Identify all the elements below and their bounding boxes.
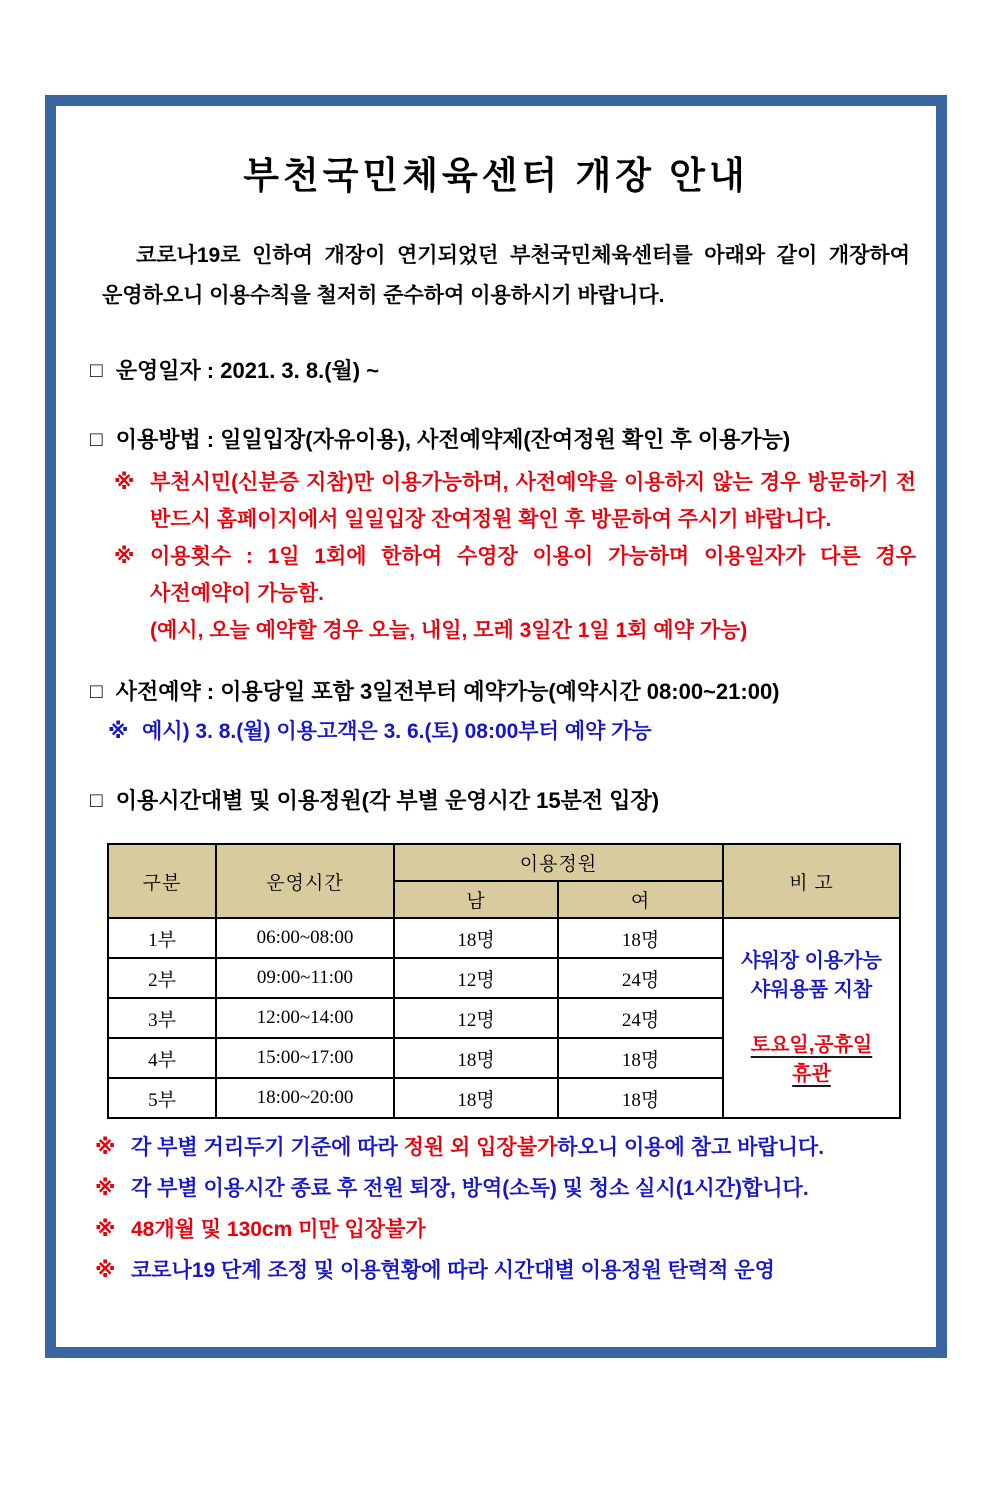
reference-mark-icon: ※	[95, 1259, 116, 1282]
notice-border-frame	[45, 95, 947, 1358]
remark-cell	[723, 918, 900, 1118]
header-capacity-group: 이용정원	[394, 844, 723, 881]
reference-mark-icon: ※	[114, 545, 135, 568]
cell-part: 1부	[108, 918, 216, 958]
header-part: 구분	[108, 844, 216, 918]
table-row	[108, 918, 900, 958]
bottom-note-4	[76, 1250, 916, 1291]
bottom-note-4-text: 코로나19 단계 조정 및 이용현황에 따라 시간대별 이용정원 탄력적 운영	[131, 1259, 775, 1282]
bottom-notes	[76, 1127, 916, 1291]
cell-part: 4부	[108, 1038, 216, 1078]
section-usage-method	[90, 425, 916, 456]
square-bullet-icon: □	[90, 680, 103, 703]
reference-mark-icon: ※	[114, 471, 135, 494]
cell-female: 24명	[558, 998, 723, 1038]
cell-time: 15:00~17:00	[216, 1038, 394, 1078]
bottom-note-1	[76, 1127, 916, 1168]
header-male: 남	[394, 881, 558, 918]
square-bullet-icon: □	[90, 359, 103, 382]
header-remark: 비 고	[723, 844, 900, 918]
cell-part: 2부	[108, 958, 216, 998]
cell-time: 18:00~20:00	[216, 1078, 394, 1118]
header-time: 운영시간	[216, 844, 394, 918]
cell-part: 3부	[108, 998, 216, 1038]
bottom-note-2	[76, 1168, 916, 1209]
bottom-note-1-part-b: 정원 외 입장불가	[403, 1136, 558, 1159]
cell-male: 12명	[394, 998, 558, 1038]
remark-closed-line-2: 휴관	[792, 1063, 831, 1085]
section-operation-date	[90, 356, 916, 387]
cell-male: 18명	[394, 1078, 558, 1118]
cell-male: 12명	[394, 958, 558, 998]
cell-part: 5부	[108, 1078, 216, 1118]
usage-note-1-text: 부천시민(신분증 지참)만 이용가능하며, 사전예약을 이용하지 않는 경우 방문하기 전 반드시 홈페이지에서 일일입장 잔여정원 확인 후 방문하여 주시기 바랍니다.	[150, 471, 916, 531]
bottom-note-1-part-a: 각 부별 거리두기 기준에 따라	[131, 1136, 404, 1159]
remark-shower-line-1: 샤워장 이용가능	[741, 950, 882, 972]
cell-female: 18명	[558, 1078, 723, 1118]
section-capacity	[90, 786, 916, 817]
section-reservation-text: 사전예약 : 이용당일 포함 3일전부터 예약가능(예약시간 08:00~21:00)	[115, 679, 780, 704]
cell-time: 09:00~11:00	[216, 958, 394, 998]
reference-mark-icon: ※	[95, 1218, 116, 1241]
reference-mark-icon: ※	[95, 1177, 116, 1200]
usage-note-1	[76, 464, 916, 538]
reservation-example-text: 예시) 3. 8.(월) 이용고객은 3. 6.(토) 08:00부터 예약 가능	[142, 720, 652, 743]
section-usage-method-text: 이용방법 : 일일입장(자유이용), 사전예약제(잔여정원 확인 후 이용가능)	[115, 427, 791, 452]
notice-page	[0, 95, 992, 1358]
cell-time: 12:00~14:00	[216, 998, 394, 1038]
cell-male: 18명	[394, 918, 558, 958]
header-female: 여	[558, 881, 723, 918]
usage-note-2-text: 이용횟수 : 1일 1회에 한하여 수영장 이용이 가능하며 이용일자가 다른 경우 사전예약이 가능함.	[150, 545, 916, 605]
table-header-row-1	[108, 844, 900, 881]
cell-female: 18명	[558, 1038, 723, 1078]
reference-mark-icon: ※	[108, 720, 129, 743]
bottom-note-2-text: 각 부별 이용시간 종료 후 전원 퇴장, 방역(소독) 및 청소 실시(1시간)합니다.	[131, 1177, 809, 1200]
reservation-example	[76, 714, 916, 750]
capacity-schedule-table	[107, 843, 901, 1119]
bottom-note-3	[76, 1209, 916, 1250]
page-title: 부천국민체육센터 개장 안내	[243, 155, 749, 196]
square-bullet-icon: □	[90, 428, 103, 451]
bottom-note-1-part-c: 하오니 이용에 참고 바랍니다.	[557, 1136, 825, 1159]
cell-female: 18명	[558, 918, 723, 958]
section-capacity-text: 이용시간대별 및 이용정원(각 부별 운영시간 15분전 입장)	[115, 788, 660, 813]
cell-female: 24명	[558, 958, 723, 998]
reference-mark-icon: ※	[95, 1136, 116, 1159]
remark-shower-line-2: 샤워용품 지참	[750, 979, 873, 1001]
cell-time: 06:00~08:00	[216, 918, 394, 958]
bottom-note-3-text: 48개월 및 130cm 미만 입장불가	[131, 1218, 426, 1241]
section-operation-date-text: 운영일자 : 2021. 3. 8.(월) ~	[115, 358, 380, 383]
remark-closed-line-1: 토요일,공휴일	[750, 1034, 873, 1056]
remark-spacer	[724, 1005, 899, 1031]
intro-paragraph: 코로나19로 인하여 개장이 연기되었던 부천국민체육센터를 아래와 같이 개장하여 운영하오니 이용수칙을 철저히 준수하여 이용하시기 바랍니다.	[102, 244, 910, 307]
usage-note-2	[76, 538, 916, 612]
section-reservation	[90, 677, 916, 708]
cell-male: 18명	[394, 1038, 558, 1078]
square-bullet-icon: □	[90, 789, 103, 812]
usage-note-2-example: (예시, 오늘 예약할 경우 오늘, 내일, 모레 3일간 1일 1회 예약 가능)	[150, 619, 748, 642]
